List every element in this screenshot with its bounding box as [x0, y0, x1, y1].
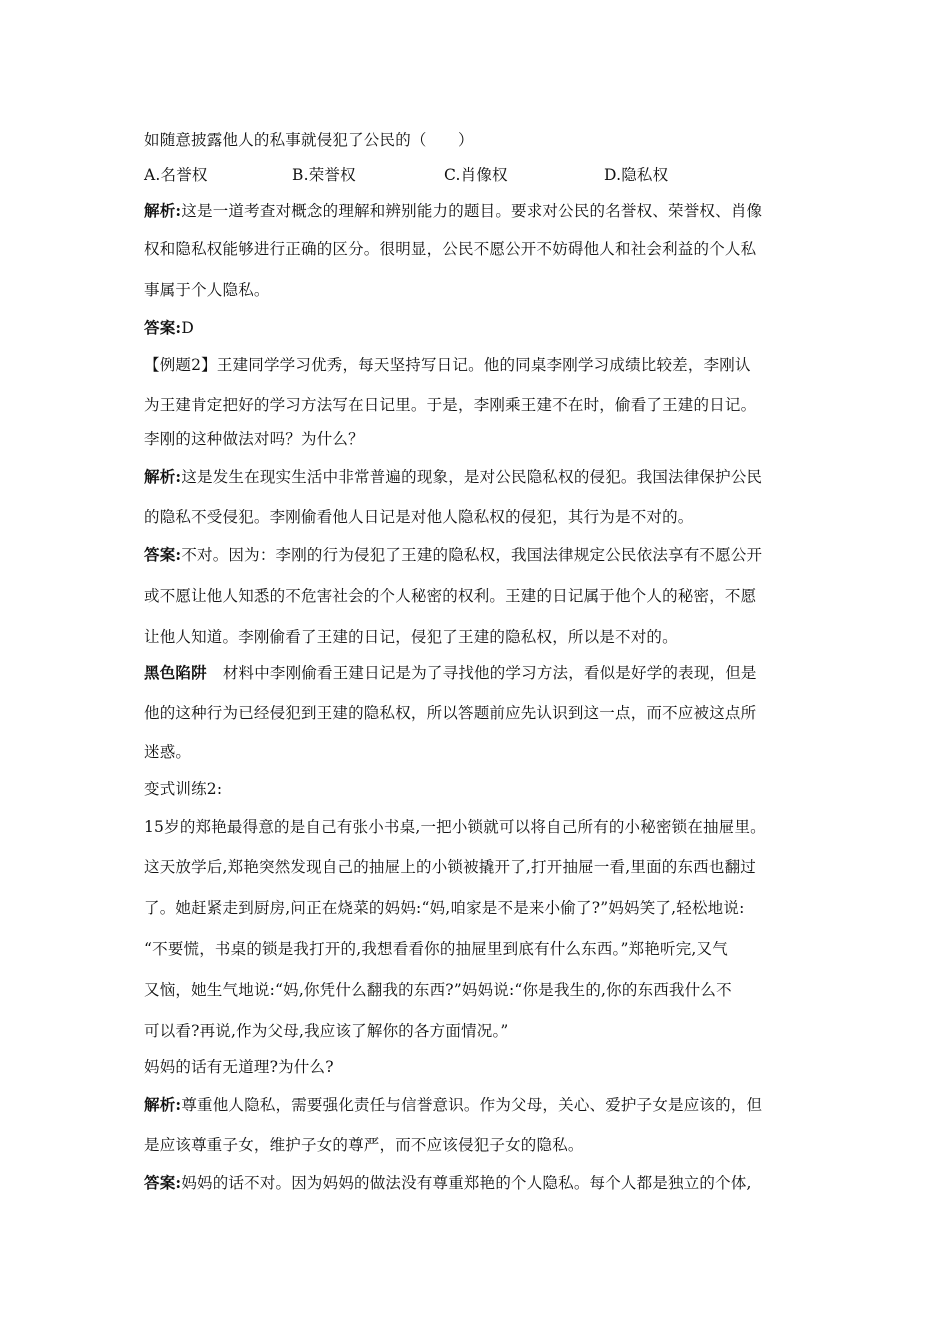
story-text: “不要慌，书桌的锁是我打开的,我想看看你的抽屉里到底有什么东西。”郑艳听完,又气	[144, 940, 728, 958]
analysis-text: 权和隐私权能够进行正确的区分。很明显，公民不愿公开不妨碍他人和社会利益的个人私	[144, 240, 757, 258]
analysis-paragraph	[144, 466, 824, 488]
variant-title: 变式训练2:	[144, 780, 223, 798]
analysis-text: 的隐私不受侵犯。李刚偷看他人日记是对他人隐私权的侵犯，其行为是不对的。	[144, 508, 694, 526]
analysis-text: 事属于个人隐私。	[144, 281, 270, 299]
example-text: 王建同学学习优秀，每天坚持写日记。他的同桌李刚学习成绩比较差，李刚认	[216, 356, 751, 374]
analysis-label: 解析:	[144, 1095, 182, 1114]
analysis-label: 解析:	[144, 467, 182, 486]
question-stem: 如随意披露他人的私事就侵犯了公民的（ ）	[144, 131, 474, 149]
trap-paragraph	[144, 662, 824, 684]
analysis-paragraph	[144, 1094, 824, 1116]
story-text: 可以看?再说,作为父母,我应该了解你的各方面情况。”	[144, 1022, 509, 1040]
option-d: D.隐私权	[604, 166, 669, 184]
trap-text: 迷惑。	[144, 743, 192, 761]
option-a: A.名誉权	[144, 166, 208, 184]
example-question	[144, 354, 824, 376]
trap-text: 材料中李刚偷看王建日记是为了寻找他的学习方法，看似是好学的表现，但是	[222, 664, 757, 682]
trap-text: 他的这种行为已经侵犯到王建的隐私权，所以答题前应先认识到这一点，而不应被这点所	[144, 704, 757, 722]
example-label: 【例题2】	[144, 356, 217, 374]
answer-paragraph	[144, 544, 824, 566]
example-text: 为王建肯定把好的学习方法写在日记里。于是，李刚乘王建不在时，偷看了王建的日记。	[144, 396, 757, 414]
answer-text: 让他人知道。李刚偷看了王建的日记，侵犯了王建的隐私权，所以是不对的。	[144, 628, 678, 646]
story-question: 妈妈的话有无道理?为什么?	[144, 1058, 334, 1076]
analysis-text: 这是一道考查对概念的理解和辨别能力的题目。要求对公民的名誉权、荣誉权、肖像	[181, 202, 763, 220]
answer-paragraph	[144, 317, 824, 339]
answer-text: D	[181, 319, 194, 337]
story-text: 这天放学后,郑艳突然发现自己的抽屉上的小锁被撬开了,打开抽屉一看,里面的东西也翻过	[144, 858, 756, 876]
answer-label: 答案:	[144, 1173, 182, 1192]
analysis-paragraph	[144, 200, 824, 222]
option-b: B.荣誉权	[292, 166, 356, 184]
analysis-text: 是应该尊重子女，维护子女的尊严，而不应该侵犯子女的隐私。	[144, 1136, 584, 1154]
analysis-label: 解析:	[144, 201, 182, 220]
answer-text: 妈妈的话不对。因为妈妈的做法没有尊重郑艳的个人隐私。每个人都是独立的个体,	[181, 1174, 752, 1192]
trap-label: 黑色陷阱	[144, 663, 207, 682]
example-text: 李刚的这种做法对吗？为什么？	[144, 430, 364, 448]
answer-label: 答案:	[144, 545, 182, 564]
answer-text: 或不愿让他人知悉的不危害社会的个人秘密的权利。王建的日记属于他个人的秘密，不愿	[144, 587, 757, 605]
story-text: 了。她赶紧走到厨房,问正在烧菜的妈妈:“妈,咱家是不是来小偷了?”妈妈笑了,轻松地说:	[144, 899, 745, 917]
analysis-text: 尊重他人隐私，需要强化责任与信誉意识。作为父母，关心、爱护子女是应该的，但	[181, 1096, 763, 1114]
analysis-text: 这是发生在现实生活中非常普遍的现象，是对公民隐私权的侵犯。我国法律保护公民	[181, 468, 763, 486]
answer-paragraph	[144, 1172, 824, 1194]
option-c: C.肖像权	[444, 166, 508, 184]
answer-text: 不对。因为：李刚的行为侵犯了王建的隐私权，我国法律规定公民依法享有不愿公开	[181, 546, 763, 564]
answer-label: 答案:	[144, 318, 182, 337]
story-text: 15岁的郑艳最得意的是自己有张小书桌,一把小锁就可以将自己所有的小秘密锁在抽屉里。	[144, 818, 766, 836]
story-text: 又恼，她生气地说:“妈,你凭什么翻我的东西?”妈妈说:“你是我生的,你的东西我什么不	[144, 981, 732, 999]
